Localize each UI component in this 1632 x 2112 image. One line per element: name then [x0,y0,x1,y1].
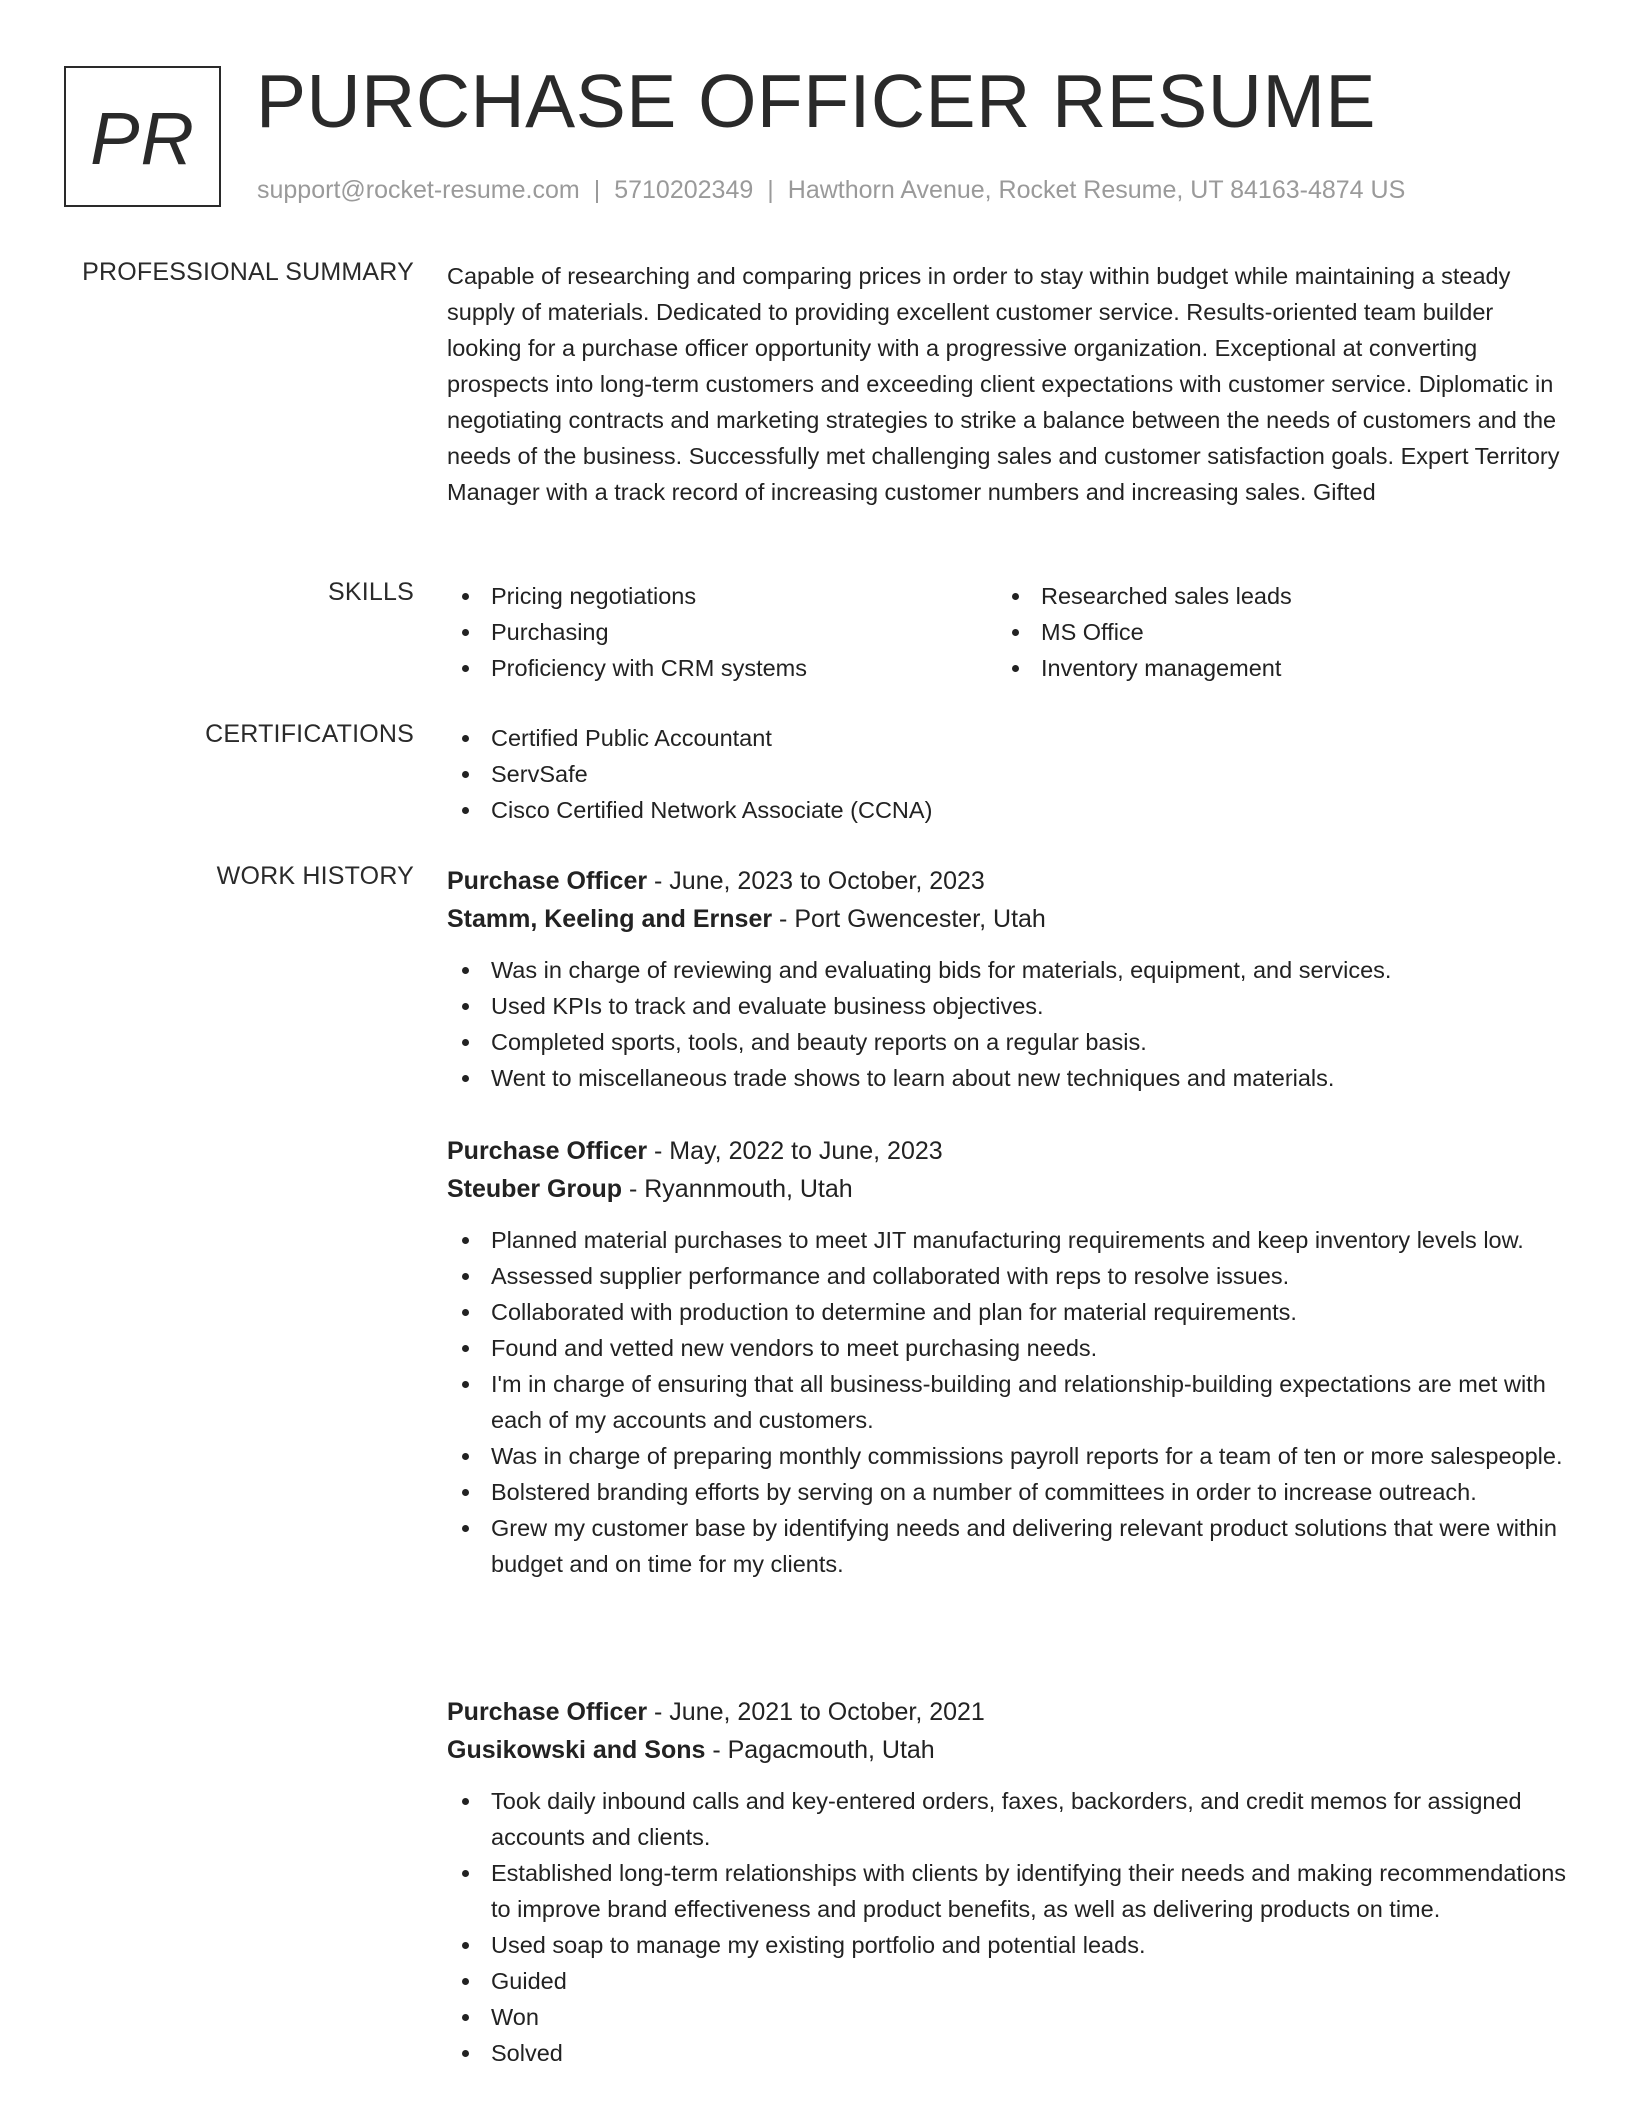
job-location: - Port Gwencester, Utah [772,905,1046,933]
job-bullet-item: Found and vetted new vendors to meet purchasing needs. [447,1330,1567,1366]
job-title-line [447,1132,1567,1170]
contact-address: Hawthorn Avenue, Rocket Resume, UT 84163-4874 US [787,176,1406,204]
contact-separator: | [593,176,601,204]
skill-item: Proficiency with CRM systems [447,650,997,686]
summary-text: Capable of researching and comparing prices in order to stay within budget while maintaining a steady supply of materials. Dedicated to providing excellent customer service. Results-oriented team builder looking for a purchase officer opportunity with a progressive organization. Exceptional at converting prospects into long-term customers and exceeding client expectations with customer service. Diplomatic in negotiating contracts and marketing strategies to strike a balance between the needs of customers and the needs of the business. Successfully met challenging sales and customer satisfaction goals. Expert Territory Manager with a track record of increasing customer numbers and increasing sales. Gifted [447,263,1560,505]
job-bullet-item: Established long-term relationships with clients by identifying their needs and making recommendations to improve brand effectiveness and product benefits, as well as delivering products on time. [447,1855,1567,1927]
certifications-list [447,720,1567,828]
job-bullet-item: Won [447,1999,1567,2035]
job-bullet-item: Collaborated with production to determine and plan for material requirements. [447,1294,1567,1330]
job-company-line [447,1731,1567,1769]
job-bullets [447,1222,1567,1582]
job-entry [447,862,1567,1096]
job-bullet-item: Assessed supplier performance and collaborated with reps to resolve issues. [447,1258,1567,1294]
job-bullet-item: I'm in charge of ensuring that all business-building and relationship-building expectations are met with each of my accounts and customers. [447,1366,1567,1438]
skill-item: Inventory management [997,650,1547,686]
job-company: Stamm, Keeling and Ernser [447,905,773,933]
job-title: Purchase Officer [447,867,648,895]
contact-line [257,176,1405,205]
job-bullet-item: Was in charge of preparing monthly commissions payroll reports for a team of ten or more salespeople. [447,1438,1567,1474]
skills-column-right [997,578,1547,686]
job-bullet-item: Completed sports, tools, and beauty reports on a regular basis. [447,1024,1567,1060]
job-bullet-item: Took daily inbound calls and key-entered orders, faxes, backorders, and credit memos for assigned accounts and clients. [447,1783,1567,1855]
job-bullet-item: Guided [447,1963,1567,1999]
section-label-skills: SKILLS [328,578,414,606]
job-company: Steuber Group [447,1175,623,1203]
skill-item: Researched sales leads [997,578,1547,614]
skills-body [447,578,1567,686]
job-bullet-item: Bolstered branding efforts by serving on a number of committees in order to increase outreach. [447,1474,1567,1510]
skills-list-left [447,578,997,686]
job-bullet-item: Went to miscellaneous trade shows to learn about new techniques and materials. [447,1060,1567,1096]
job-bullet-item: Solved [447,2035,1567,2071]
job-entry [447,1132,1567,1582]
section-label-summary: PROFESSIONAL SUMMARY [82,258,414,286]
job-location: - Ryannmouth, Utah [622,1175,853,1203]
job-bullet-item: Used KPIs to track and evaluate business objectives. [447,988,1567,1024]
job-entry [447,1693,1567,2071]
job-bullet-item: Was in charge of reviewing and evaluating bids for materials, equipment, and services. [447,952,1567,988]
certification-item: ServSafe [447,756,1567,792]
summary-body [447,258,1567,510]
resume-title: PURCHASE OFFICER RESUME [256,59,1376,143]
certifications-body [447,720,1567,828]
section-label-work-history: WORK HISTORY [216,862,414,890]
contact-email: support@rocket-resume.com [257,176,580,204]
skill-item: Pricing negotiations [447,578,997,614]
job-title-line [447,862,1567,900]
skills-columns [447,578,1567,686]
job-bullet-item: Planned material purchases to meet JIT manufacturing requirements and keep inventory levels low. [447,1222,1567,1258]
skill-item: MS Office [997,614,1547,650]
skills-list-right [997,578,1547,686]
job-title: Purchase Officer [447,1698,648,1726]
job-bullet-item: Grew my customer base by identifying needs and delivering relevant product solutions that were within budget and on time for my clients. [447,1510,1567,1582]
certification-item: Certified Public Accountant [447,720,1567,756]
job-title: Purchase Officer [447,1137,648,1165]
monogram-box [64,66,221,207]
section-label-certifications: CERTIFICATIONS [205,720,414,748]
job-dates: - May, 2022 to June, 2023 [647,1137,943,1165]
job-dates: - June, 2023 to October, 2023 [647,867,985,895]
job-company: Gusikowski and Sons [447,1736,706,1764]
skill-item: Purchasing [447,614,997,650]
job-bullet-item: Used soap to manage my existing portfolio and potential leads. [447,1927,1567,1963]
job-company-line [447,1170,1567,1208]
job-title-line [447,1693,1567,1731]
skills-column-left [447,578,997,686]
job-dates: - June, 2021 to October, 2021 [647,1698,985,1726]
job-location: - Pagacmouth, Utah [705,1736,935,1764]
monogram-initials: PR [90,97,195,180]
job-company-line [447,900,1567,938]
job-bullets [447,952,1567,1096]
certification-item: Cisco Certified Network Associate (CCNA) [447,792,1567,828]
job-bullets [447,1783,1567,2071]
contact-phone: 5710202349 [614,176,754,204]
contact-separator: | [767,176,774,204]
